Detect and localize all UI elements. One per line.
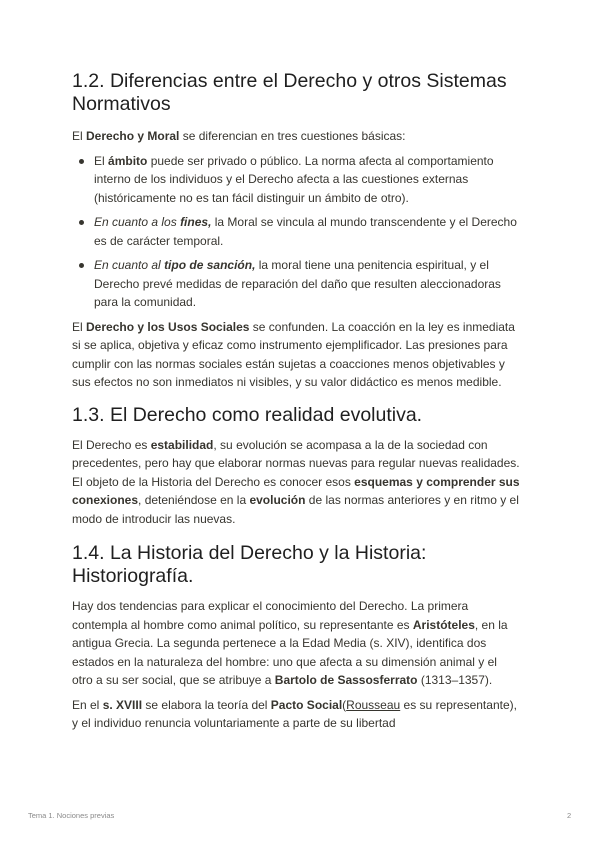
footer-title: Tema 1. Nociones previas	[28, 811, 115, 820]
list-item: En cuanto al tipo de sanción, la moral tiene una penitencia espiritual, y el Derecho prevé medidas de reparación del daño que resulten aleccionadoras para la comunidad.	[72, 256, 520, 312]
document-body	[72, 70, 520, 733]
bullet-icon	[79, 159, 84, 164]
paragraph-pacto-social: En el s. XVIII se elabora la teoría del Pacto Social(Rousseau es su representante), y el individuo renuncia voluntariamente a parte de su libertad	[72, 697, 517, 730]
paragraph-realidad-evolutiva: El Derecho es estabilidad, su evolución se acompasa a la de la sociedad con precedentes, pero hay que elaborar normas nuevas para regular nuevas realidades. El objeto de la Historia del Derecho es conocer esos esquemas y comprender sus conexiones, deteniéndose en la evolución de las normas anteriores y en ritmo y el modo de introducir las nuevas.	[72, 437, 520, 526]
list-item: El ámbito puede ser privado o público. La norma afecta al comportamiento interno de los individuos y el Derecho afecta a las cuestiones externas (históricamente no es tan fácil distinguir un ámbito de otro).	[72, 152, 520, 208]
paragraph-derecho-moral: El Derecho y Moral se diferencian en tres cuestiones básicas:	[72, 129, 406, 143]
page-number: 2	[567, 811, 572, 820]
section-heading-1-4: 1.4. La Historia del Derecho y la Historia: Historiografía.	[72, 542, 427, 587]
paragraph-usos-sociales: El Derecho y los Usos Sociales se confunden. La coacción en la ley es inmediata si se aplica, objetiva y eficaz como instrumento ejemplificador. Las presiones para cumplir con las normas sociales están sujetas a coacciones menos objetivables y sus efectos no son inmediatos ni visibles, y su valor didáctico es menos medible.	[72, 319, 515, 389]
bullet-icon	[79, 263, 84, 268]
section-heading-1-2: 1.2. Diferencias entre el Derecho y otros Sistemas Normativos	[72, 70, 507, 115]
differences-list	[72, 152, 520, 312]
bullet-icon	[79, 220, 84, 225]
rousseau-link[interactable]: Rousseau	[346, 697, 401, 712]
section-heading-1-3: 1.3. El Derecho como realidad evolutiva.	[72, 403, 423, 426]
list-item: En cuanto a los fines, la Moral se vincula al mundo transcendente y el Derecho es de carácter temporal.	[72, 213, 520, 250]
paragraph-tendencias: Hay dos tendencias para explicar el conocimiento del Derecho. La primera contempla al hombre como animal político, su representante es Aristóteles, en la antigua Grecia. La segunda pertenece a la Edad Media (s. XIV), identifica dos estados en la naturaleza del hombre: uno que afecta a su dimensión animal y el otro a su ser social, que se atribuye a Bartolo de Sassosferrato (1313–1357).	[72, 599, 508, 687]
